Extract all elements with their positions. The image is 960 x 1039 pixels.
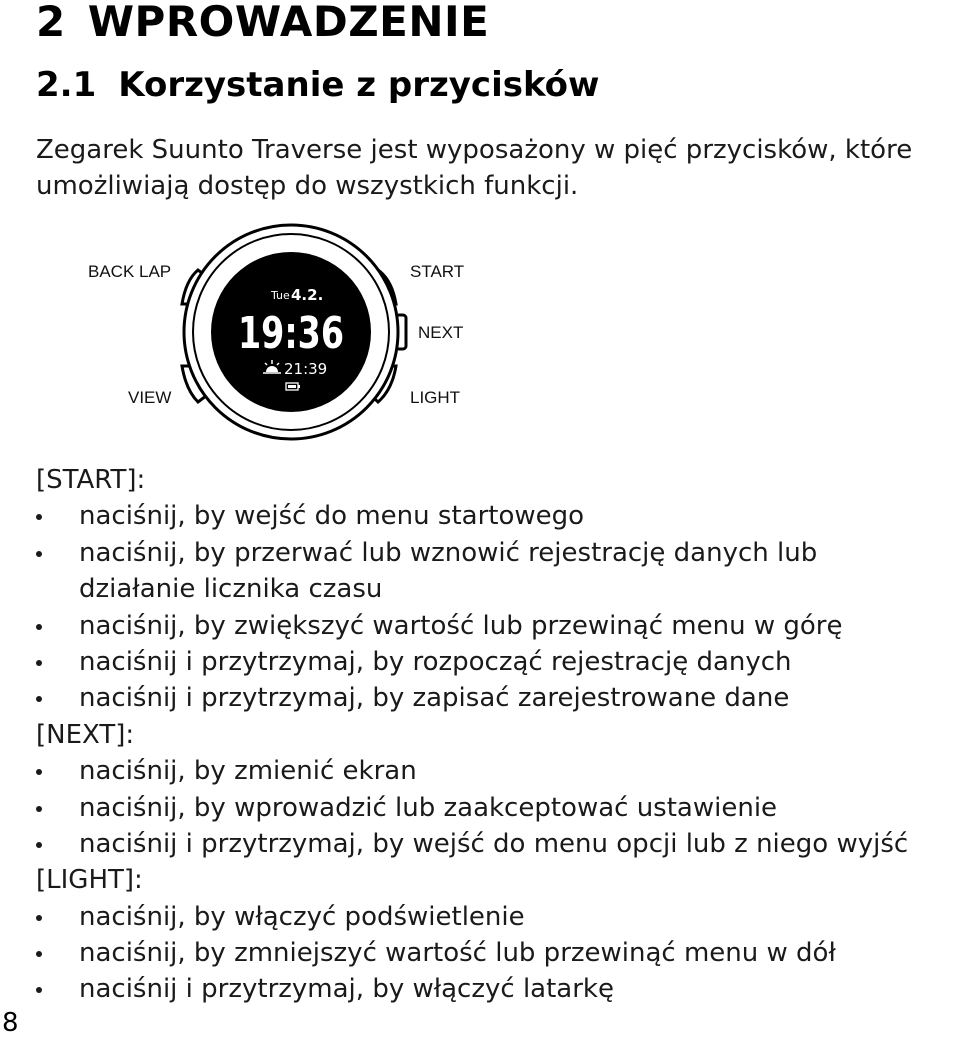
intro-paragraph: [36, 132, 956, 204]
section-title-start: [START]:: [36, 465, 146, 495]
intro-line-2: umożliwiają dostęp do wszystkich funkcji.: [36, 171, 579, 201]
list-item: naciśnij, by zmniejszyć wartość lub przewinąć menu w dół: [36, 935, 960, 971]
section-title-light: [LIGHT]:: [36, 865, 143, 896]
page-number: 8: [2, 1008, 19, 1038]
section-heading: [36, 60, 599, 110]
list-item: naciśnij, by przerwać lub wznowić rejestrację danych lub: [36, 535, 960, 571]
list-item: naciśnij, by wejść do menu startowego: [36, 498, 960, 534]
list-item: naciśnij i przytrzymaj, by rozpocząć rejestrację danych: [36, 644, 960, 680]
list-item: naciśnij, by zmienić ekran: [36, 753, 960, 789]
section-title: Korzystanie z przycisków: [118, 65, 600, 105]
chapter-heading: [36, 0, 489, 50]
list-item: naciśnij, by wprowadzić lub zaakceptować ustawienie: [36, 790, 960, 826]
watch-drawing: [0, 220, 960, 450]
label-next: NEXT: [418, 323, 464, 342]
display-date: 4.2.: [291, 286, 324, 304]
list-item: naciśnij i przytrzymaj, by zapisać zarejestrowane dane: [36, 680, 960, 716]
button-descriptions: [36, 462, 960, 1008]
list-item-continuation: działanie licznika czasu: [79, 574, 383, 605]
label-light: LIGHT: [410, 388, 461, 407]
display-day: Tue: [271, 289, 290, 302]
display-time: 19:36: [238, 308, 344, 359]
chapter-number: 2: [36, 0, 66, 46]
label-view: VIEW: [128, 388, 172, 407]
list-item: naciśnij i przytrzymaj, by wejść do menu opcji lub z niego wyjść: [36, 826, 960, 862]
label-back-lap: BACK LAP: [88, 262, 172, 281]
list-item: naciśnij, by włączyć podświetlenie: [36, 899, 960, 935]
chapter-title: WPROWADZENIE: [87, 0, 490, 46]
list-item: naciśnij, by zwiększyć wartość lub przewinąć menu w górę: [36, 608, 960, 644]
intro-line-1: Zegarek Suunto Traverse jest wyposażony w pięć przycisków, które: [36, 135, 913, 165]
watch-illustration: [0, 220, 960, 450]
list-item: naciśnij i przytrzymaj, by włączyć latarkę: [36, 971, 960, 1007]
section-title-next: [NEXT]:: [36, 719, 135, 750]
label-start: START: [410, 262, 465, 281]
display-sunset-time: 21:39: [284, 360, 328, 378]
section-number: 2.1: [36, 65, 97, 105]
